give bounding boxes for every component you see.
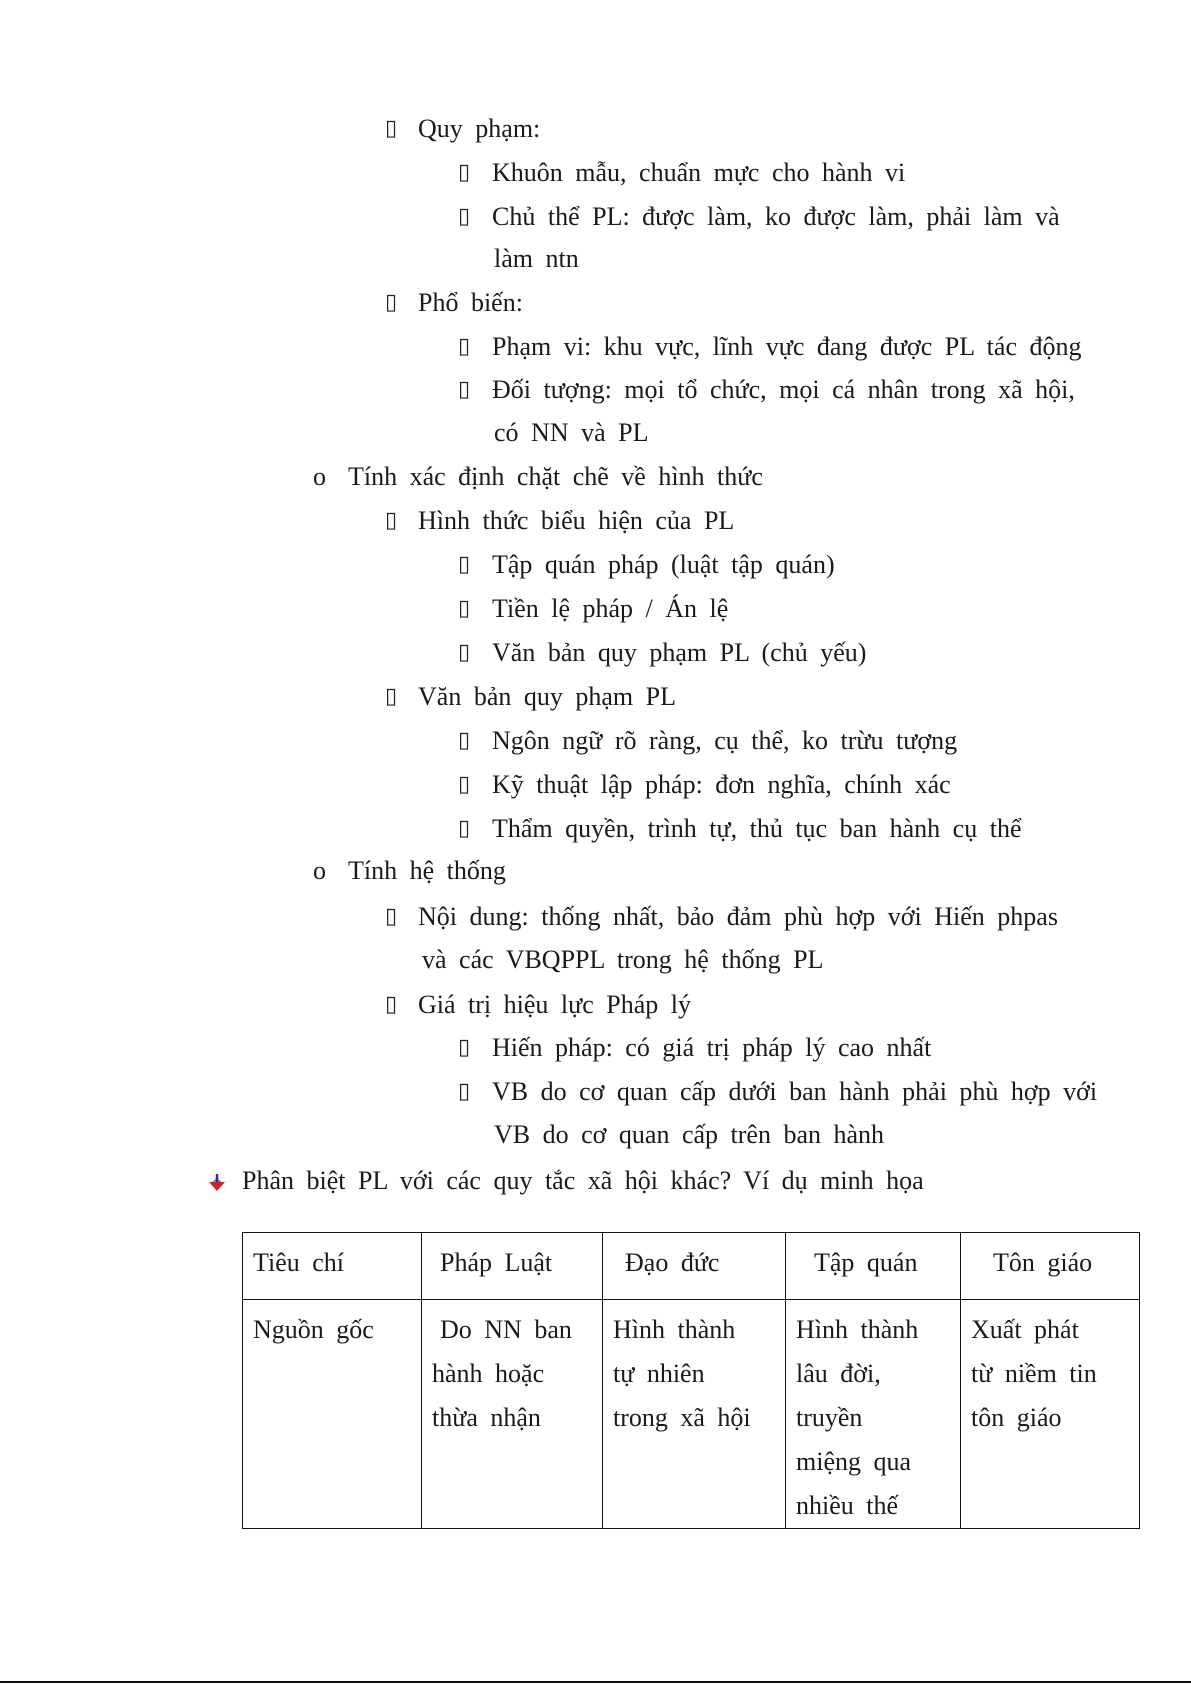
outline-item: Hình thức biểu hiện của PL	[418, 506, 735, 535]
outline-item: Khuôn mẫu, chuẩn mực cho hành vi	[492, 158, 906, 187]
square-bullet-icon: ▯	[458, 1079, 471, 1104]
cell-line: miệng qua	[796, 1447, 912, 1476]
square-bullet-icon: ▯	[458, 552, 471, 577]
outline-item: Tiền lệ pháp / Án lệ	[492, 594, 729, 623]
outline-item-continuation: làm ntn	[494, 244, 579, 273]
outline-item: Phổ biến:	[418, 288, 523, 317]
cell-line: tự nhiên	[613, 1359, 705, 1388]
square-bullet-icon: ▯	[458, 596, 471, 621]
square-bullet-icon: ▯	[458, 1035, 471, 1060]
outline-item: Kỹ thuật lập pháp: đơn nghĩa, chính xác	[492, 770, 951, 799]
square-bullet-icon: ▯	[458, 816, 471, 841]
circle-bullet: o	[313, 856, 326, 885]
cell-line: Do NN ban	[440, 1315, 572, 1344]
cell-line: Xuất phát	[971, 1315, 1079, 1344]
cell-line: thừa nhận	[432, 1403, 541, 1432]
outline-item: Thẩm quyền, trình tự, thủ tục ban hành cụ thể	[492, 814, 1022, 843]
outline-item: Giá trị hiệu lực Pháp lý	[418, 990, 691, 1019]
table-header-row	[243, 1233, 1140, 1300]
outline-item: VB do cơ quan cấp dưới ban hành phải phù hợp với	[492, 1077, 1098, 1106]
table-cell	[786, 1300, 961, 1529]
cell-line: Hình thành	[613, 1315, 736, 1344]
square-bullet-icon: ▯	[458, 772, 471, 797]
table-header-cell: Tập quán	[786, 1233, 961, 1300]
outline-heading: Tính xác định chặt chẽ về hình thức	[348, 462, 763, 491]
table-cell	[961, 1300, 1140, 1529]
square-bullet-icon: ▯	[385, 992, 398, 1017]
square-bullet-icon: ▯	[458, 377, 471, 402]
cell-line: lâu đời,	[796, 1359, 881, 1388]
outline-heading: Tính hệ thống	[348, 856, 506, 885]
cell-line: hành hoặc	[432, 1359, 545, 1388]
square-bullet-icon: ▯	[385, 904, 398, 929]
square-bullet-icon: ▯	[458, 640, 471, 665]
cell-line: truyền	[796, 1403, 863, 1432]
outline-item: Chủ thể PL: được làm, ko được làm, phải làm và	[492, 202, 1060, 231]
outline-item-continuation: có NN và PL	[494, 418, 649, 447]
table-row	[243, 1300, 1140, 1529]
table-cell	[603, 1300, 786, 1529]
comparison-table	[242, 1232, 1140, 1529]
outline-item: Hiến pháp: có giá trị pháp lý cao nhất	[492, 1033, 932, 1062]
table-header-cell: Tôn giáo	[961, 1233, 1140, 1300]
square-bullet-icon: ▯	[385, 290, 398, 315]
square-bullet-icon: ▯	[385, 116, 398, 141]
table-header-cell: Đạo đức	[603, 1233, 786, 1300]
cell-line: từ niềm tin	[971, 1359, 1097, 1388]
cell-line: tôn giáo	[971, 1403, 1062, 1432]
outline-item: Phạm vi: khu vực, lĩnh vực đang được PL tác động	[492, 332, 1082, 361]
square-bullet-icon: ▯	[458, 334, 471, 359]
table-header-cell: Pháp Luật	[422, 1233, 603, 1300]
outline-item: Quy phạm:	[418, 114, 541, 143]
outline-item: Văn bản quy phạm PL (chủ yếu)	[492, 638, 867, 667]
question-heading: Phân biệt PL với các quy tắc xã hội khác? Ví dụ minh họa	[242, 1166, 924, 1195]
outline-item-continuation: VB do cơ quan cấp trên ban hành	[494, 1120, 885, 1149]
square-bullet-icon: ▯	[458, 728, 471, 753]
cell-line: trong xã hội	[613, 1403, 751, 1432]
table-cell	[422, 1300, 603, 1529]
square-bullet-icon: ▯	[385, 508, 398, 533]
cell-line: nhiều thế	[796, 1491, 899, 1520]
outline-item: Ngôn ngữ rõ ràng, cụ thể, ko trừu tượng	[492, 726, 958, 755]
outline-item-continuation: và các VBQPPL trong hệ thống PL	[422, 945, 824, 974]
down-arrow-bullet-icon	[206, 1172, 228, 1194]
outline-item: Đối tượng: mọi tổ chức, mọi cá nhân trong xã hội,	[492, 375, 1075, 404]
outline-item: Nội dung: thống nhất, bảo đảm phù hợp với Hiến phpas	[418, 902, 1058, 931]
table-header-cell: Tiêu chí	[243, 1233, 422, 1300]
square-bullet-icon: ▯	[385, 684, 398, 709]
outline-item: Tập quán pháp (luật tập quán)	[492, 550, 835, 579]
cell-line: Hình thành	[796, 1315, 919, 1344]
outline-item: Văn bản quy phạm PL	[418, 682, 676, 711]
square-bullet-icon: ▯	[458, 204, 471, 229]
page-bottom-rule	[0, 1681, 1191, 1683]
square-bullet-icon: ▯	[458, 160, 471, 185]
circle-bullet: o	[313, 462, 326, 491]
table-cell-criterion: Nguồn gốc	[243, 1300, 422, 1529]
